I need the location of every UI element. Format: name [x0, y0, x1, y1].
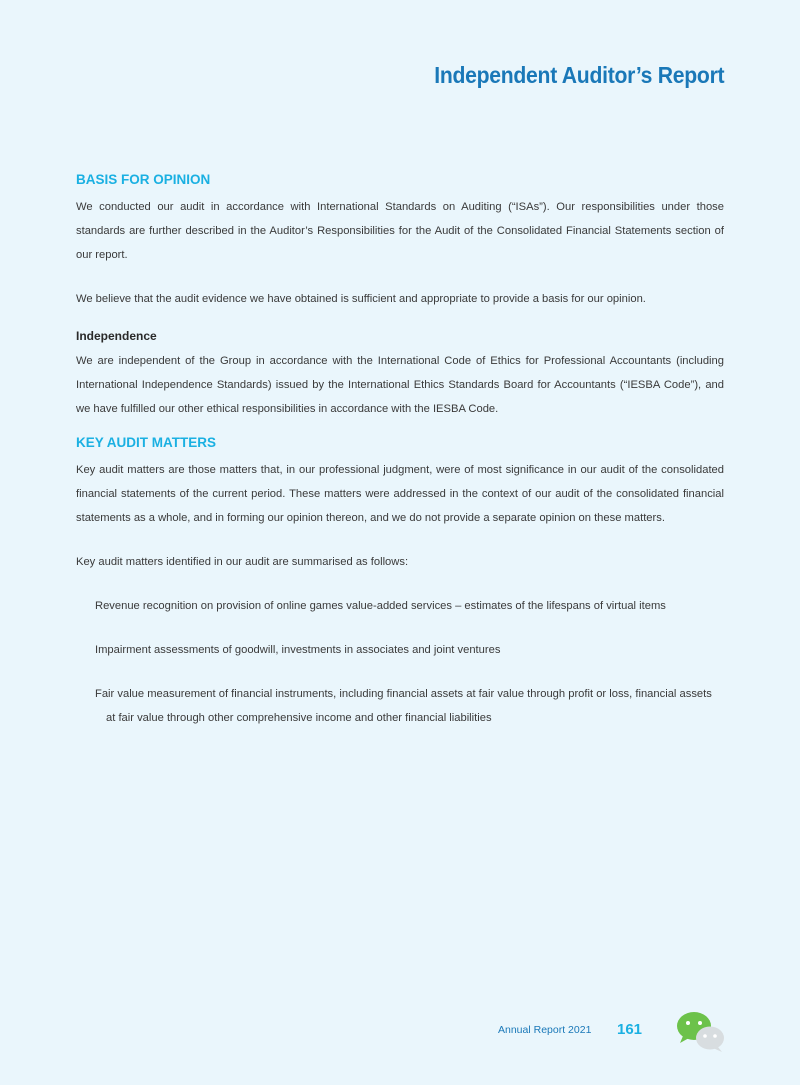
kam-paragraph-2: Key audit matters identified in our audit are summarised as follows: — [76, 556, 409, 568]
wechat-logo-icon — [676, 1011, 726, 1053]
kam-paragraph-1: Key audit matters are those matters that, in our professional judgment, were of most significance in our audit of the consolidated financial statements of the current period. These matters were addressed in the context of our audit of the consolidated financial statements as a whole, and in forming our opinion thereon, and we do not provide a separate opinion on these matters. — [76, 464, 724, 524]
kam-list-item: Impairment assessments of goodwill, investments in associates and joint ventures — [95, 644, 501, 656]
kam-list-item: Fair value measurement of financial instruments, including financial assets at fair value through profit or loss, financial assets at fair value through other comprehensive income and other financial liabilities — [95, 688, 712, 724]
report-body — [76, 172, 724, 730]
section-heading-kam: KEY AUDIT MATTERS — [76, 435, 217, 450]
basis-paragraph-1: We conducted our audit in accordance with International Standards on Auditing (“ISAs”). Our responsibilities under those standards are further described in the Auditor’s Responsibilities for the Audit of the Consolidated Financial Statements section of our report. — [76, 201, 724, 261]
page-number: 161 — [617, 1021, 643, 1038]
section-heading-basis: BASIS FOR OPINION — [76, 172, 211, 187]
footer-report-label: Annual Report 2021 — [498, 1024, 592, 1036]
independence-paragraph: We are independent of the Group in accordance with the International Code of Ethics for Professional Accountants (including International Independence Standards) issued by the International Ethics Standards Board for Accountants (“IESBA Code”), and we have fulfilled our other ethical responsibilities in accordance with the IESBA Code. — [76, 355, 724, 415]
subheading-independence: Independence — [76, 329, 157, 343]
kam-list-item: Revenue recognition on provision of online games value-added services – estimates of the lifespans of virtual items — [95, 600, 666, 612]
basis-paragraph-2: We believe that the audit evidence we have obtained is sufficient and appropriate to provide a basis for our opinion. — [76, 293, 646, 305]
page-title: Independent Auditor’s Report — [433, 62, 724, 88]
